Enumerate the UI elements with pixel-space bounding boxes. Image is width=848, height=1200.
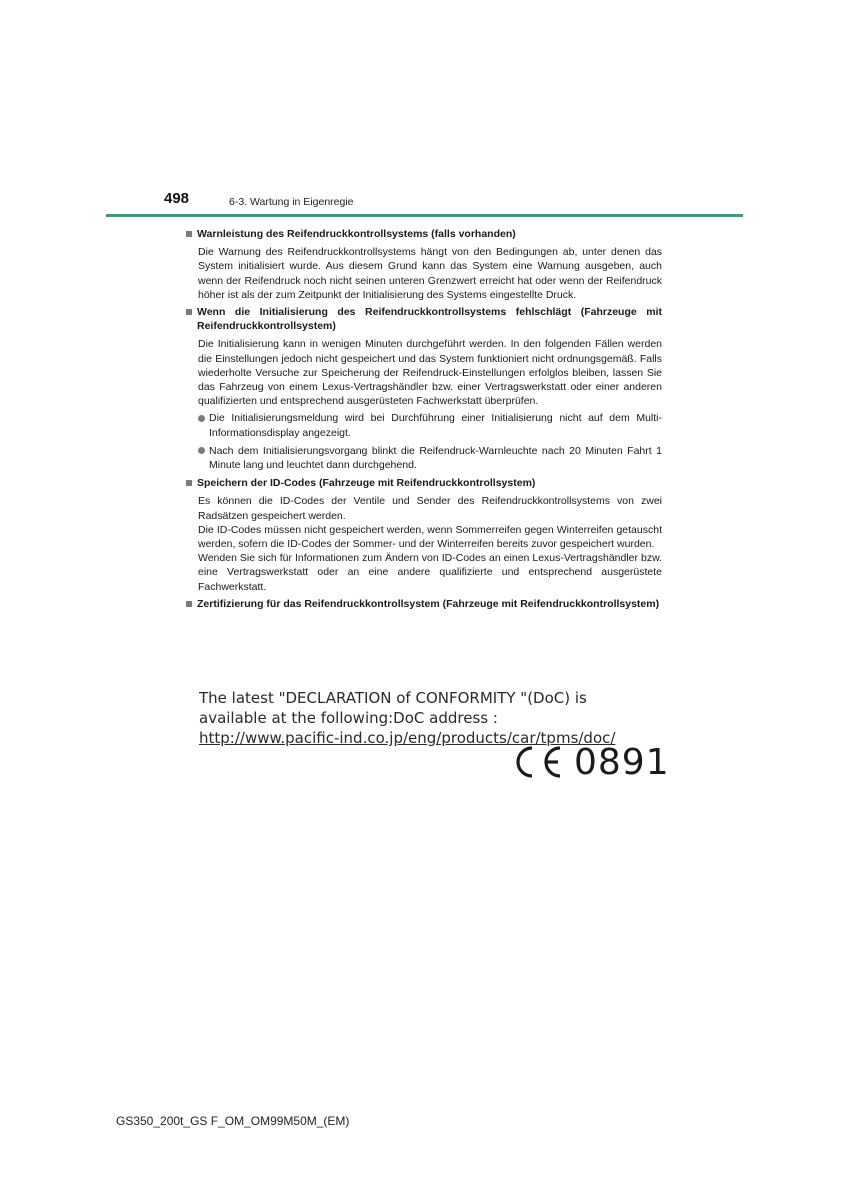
declaration-block: [199, 688, 659, 748]
circle-bullet-icon: [198, 415, 205, 422]
circle-bullet-icon: [198, 447, 205, 454]
square-bullet-icon: [186, 601, 192, 607]
declaration-line: available at the following:DoC address :: [199, 709, 498, 727]
ce-mark-icon: [508, 744, 566, 780]
notified-body-number: 0891: [574, 741, 670, 783]
section-title: 6-3. Wartung in Eigenregie: [229, 196, 354, 208]
ce-marking: [508, 742, 670, 782]
paragraph: Wenden Sie sich für Informationen zum Ändern von ID-Codes an einen Lexus-Vertragshändler bzw. eine Vertragswerkstatt oder an eine andere qualifizierte und entsprechend ausgerüstete Fachwerkstatt.: [198, 552, 662, 593]
section-heading: Zertifizierung für das Reifendruckkontrollsystem (Fahrzeuge mit Reifendruckkontrollsystem): [186, 597, 662, 611]
content-body: [186, 227, 662, 615]
square-bullet-icon: [186, 480, 192, 486]
declaration-line: The latest "DECLARATION of CONFORMITY "(DoC) is: [199, 689, 587, 707]
square-bullet-icon: [186, 309, 192, 315]
list-item: Nach dem Initialisierungsvorgang blinkt die Reifendruck-Warnleuchte nach 20 Minuten Fahrt 1 Minute lang und leuchtet dann durchgehend.: [198, 444, 662, 472]
section-heading: Wenn die Initialisierung des Reifendruckkontrollsystems fehlschlägt (Fahrzeuge mit Reifendruckkontrollsystem): [186, 305, 662, 333]
paragraph: Es können die ID-Codes der Ventile und Sender des Reifendruckkontrollsystems von zwei Radsätzen gespeichert werden.: [198, 495, 662, 522]
list-item: Die Initialisierungsmeldung wird bei Durchführung einer Initialisierung nicht auf dem Multi-Informationsdisplay angezeigt.: [198, 411, 662, 439]
paragraph: Die ID-Codes müssen nicht gespeichert werden, wenn Sommerreifen gegen Winterreifen getauscht werden, sofern die ID-Codes der Sommer- und der Winterreifen bereits zuvor gespeichert wurden.: [198, 523, 662, 551]
doc-link[interactable]: http://www.pacific-ind.co.jp/eng/products/car/tpms/doc/: [199, 729, 616, 747]
header-rule: [106, 214, 743, 217]
paragraph: Die Warnung des Reifendruckkontrollsystems hängt von den Bedingungen ab, unter denen das System initialisiert wurde. Aus diesem Grund kann das System eine Warnung ausgeben, auch wenn der Reifendruck noch nicht seinen unteren Grenzwert erreicht hat oder wenn der Reifendruck höher ist als der zum Zeitpunkt der Initialisierung des Systems eingestellte Druck.: [198, 246, 662, 301]
square-bullet-icon: [186, 231, 192, 237]
footer-model-code: GS350_200t_GS F_OM_OM99M50M_(EM): [116, 1114, 350, 1128]
paragraph: Die Initialisierung kann in wenigen Minuten durchgeführt werden. In den folgenden Fällen werden die Einstellungen jedoch nicht gespeichert und das System funktioniert nicht ordnungsgemäß. Falls wiederholte Versuche zur Speicherung der Reifendruck-Einstellungen erfolglos bleiben, lassen Sie das Fahrzeug von einem Lexus-Vertragshändler bzw. einer Vertragswerkstatt oder einer anderen qualifizierten und entsprechend ausgerüsteten Fachwerkstatt überprüfen.: [198, 338, 662, 408]
section-heading: Warnleistung des Reifendruckkontrollsystems (falls vorhanden): [186, 227, 662, 241]
section-heading: Speichern der ID-Codes (Fahrzeuge mit Reifendruckkontrollsystem): [186, 476, 662, 490]
page-number: 498: [164, 190, 190, 207]
